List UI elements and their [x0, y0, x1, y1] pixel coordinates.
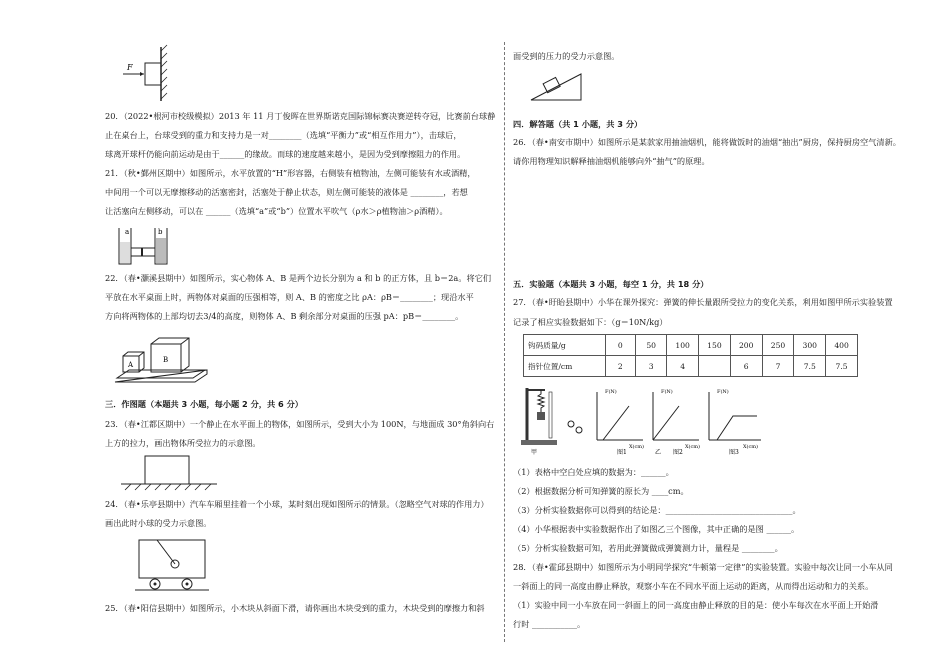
incline-figure: [527, 70, 587, 104]
q24-line-1: 24．（春•乐亭县期中）汽车车厢里挂着一个小球，某时刻出现如图所示的情景。（忽略空气对球的作用力）: [105, 499, 489, 509]
q27-sub-3: （3）分析实验数据你可以得到的结论是：_______________________________。: [513, 505, 801, 515]
q27-line-1: 27．（春•盱眙县期中）小华在课外探究：弹簧的伸长量跟所受拉力的变化关系，利用如图甲所示实验装置: [513, 297, 893, 307]
graph1-caption: 图1: [617, 449, 627, 456]
spring-experiment-figure: [521, 384, 771, 456]
table-cell: 50: [636, 335, 667, 356]
q27-sub-5: （5）分析实验数据可知，若用此弹簧做成弹簧测力计，量程是 ________。: [513, 543, 783, 553]
cubes-figure: [115, 336, 210, 386]
q27-line-2: 记录了相应实验数据如下：（g＝10N/kg）: [513, 317, 668, 327]
table-cell: 2: [605, 356, 636, 377]
graph-1: [597, 388, 644, 456]
label-jia: 甲: [531, 449, 538, 456]
right-column: [513, 0, 901, 672]
graph3-x-label: X(cm): [743, 444, 759, 450]
q27-sub-2: （2）根据数据分析可知弹簧的原长为 ____cm。: [513, 486, 689, 496]
table-header-mass: 钩码质量/g: [524, 335, 606, 356]
q20-line-1: 20．（2022•根河市校级模拟）2013 年 11 月丁俊晖在世界斯诺克国际锦标赛决赛逆转夺冠，比赛前台球静: [105, 111, 496, 121]
table-cell: 7.5: [794, 356, 826, 377]
table-cell-blank: [699, 356, 731, 377]
q27-sub-1: （1）表格中空白处应填的数据为：______。: [513, 467, 674, 477]
table-row: [524, 335, 858, 356]
q22-line-2: 平放在水平桌面上时，两物体对桌面的压强相等，则 A、B 的密度之比 ρA：ρB＝________；现沿水平: [105, 292, 474, 302]
q23-line-1: 23．（春•江都区期中）一个静止在水平面上的物体，如图所示，受到大小为 100N，与地面成 30°角斜向右: [105, 419, 495, 429]
table-cell: 3: [636, 356, 667, 377]
q21-line-2: 中间用一个可以无摩擦移动的活塞密封，活塞处于静止状态，则左侧可能装的液体是 ________，若想: [105, 187, 468, 197]
block-ground-figure: [121, 452, 221, 492]
table-cell: 250: [762, 335, 794, 356]
table-header-pointer: 指针位置/cm: [524, 356, 606, 377]
h-container-figure: [115, 224, 175, 268]
table-cell: 200: [730, 335, 762, 356]
section-3-title: 三．作图题（本题共 3 小题，每小题 2 分，共 6 分）: [105, 399, 303, 409]
q26-line-1: 26．（春•南安市期中）如图所示是某款家用抽油烟机，能将做饭时的油烟“抽出”厨房，保持厨房空气清新。: [513, 137, 901, 147]
q26-line-2: 请你用物理知识解释抽油烟机能够向外“抽气”的原理。: [513, 156, 710, 166]
section-5-title: 五．实验题（本题共 3 小题，每空 1 分，共 18 分）: [513, 279, 709, 289]
block-a-label: A: [128, 361, 134, 369]
force-wall-figure: [115, 45, 175, 105]
table-cell: 6: [730, 356, 762, 377]
graph2-caption: 图2: [673, 449, 683, 456]
q27-sub-4: （4）小华根据表中实验数据作出了如图乙三个图像，其中正确的是图 ______。: [513, 524, 800, 534]
graph2-y-label: F(N): [661, 389, 673, 395]
spring-data-table: [523, 334, 858, 377]
q24-line-2: 画出此时小球的受力示意图。: [105, 518, 212, 528]
q22-line-1: 22．（春•灏溪县期中）如图所示，实心物体 A、B 是两个边长分别为 a 和 b 的正方体，且 b＝2a。将它们: [105, 273, 492, 283]
q28-line-2: 一斜面上的同一高度由静止释放，观察小车在不同水平面上运动的距离，从而得出运动和力的关系。: [513, 581, 874, 591]
q23-line-2: 上方的拉力，画出物体所受拉力的示意图。: [105, 438, 261, 448]
table-cell: 300: [794, 335, 826, 356]
q28-line-1: 28．（春•霍邱县期中）如图所示为小明同学探究“牛顿第一定律”的实验装置。实验中每次让同一小车从同: [513, 562, 893, 572]
q25-continued: 面受到的压力的受力示意图。: [513, 51, 620, 61]
graph3-caption: 图3: [729, 449, 739, 456]
block-b-label: B: [163, 356, 169, 364]
q20-line-2: 止在桌台上，台球受到的重力和支持力是一对________（选填“平衡力”或“相互作用力”），击球后，: [105, 130, 462, 140]
table-cell: 150: [699, 335, 731, 356]
q22-line-3: 方向将两物体的上部均切去3/4的高度，则物体 A、B 剩余部分对桌面的压强 pA：pB＝________。: [105, 311, 464, 321]
table-cell: 7: [762, 356, 794, 377]
table-cell: 100: [667, 335, 699, 356]
q21-line-1: 21．（秋•鄞州区期中）如图所示，水平放置的“H”形容器，右侧装有植物油，左侧可能装有水或酒精，: [105, 168, 476, 178]
q20-line-3: 球离开球杆仍能向前运动是由于______的缘故。而球的速度越来越小，是因为受到摩擦阻力的作用。: [105, 149, 466, 159]
graph-3: [709, 388, 761, 456]
q28-line-4: 行时 ___________。: [513, 619, 586, 629]
force-label: F: [127, 63, 133, 72]
table-cell: 7.5: [826, 356, 858, 377]
label-yi: 乙: [655, 449, 662, 456]
graph2-x-label: X(cm): [685, 444, 701, 450]
table-cell: 0: [605, 335, 636, 356]
q28-line-3: （1）实验中同一小车放在同一斜面上的同一高度由静止释放的目的是：使小车每次在水平面上开始滑: [513, 600, 879, 610]
graph1-y-label: F(N): [605, 389, 617, 395]
table-row: [524, 356, 858, 377]
section-4-title: 四．解答题（共 1 小题，共 3 分）: [513, 119, 643, 129]
graph3-y-label: F(N): [717, 389, 729, 395]
graph1-x-label: X(cm): [629, 444, 645, 450]
label-b: b: [158, 228, 163, 236]
column-divider: [504, 42, 505, 642]
q25-line-1: 25．（春•阳信县期中）如图所示，小木块从斜面下滑，请你画出木块受到的重力，木块受到的摩擦力和斜: [105, 603, 485, 613]
table-cell: 4: [667, 356, 699, 377]
q21-line-3: 让活塞向左侧移动，可以在 ______（选填“a”或“b”）位置水平吹气（ρ水＞ρ植物油＞ρ酒精）。: [105, 206, 448, 216]
graph-2: [653, 388, 700, 456]
table-cell: 400: [826, 335, 858, 356]
label-a: a: [125, 228, 130, 236]
left-column: [105, 0, 495, 672]
carriage-figure: [135, 536, 215, 594]
